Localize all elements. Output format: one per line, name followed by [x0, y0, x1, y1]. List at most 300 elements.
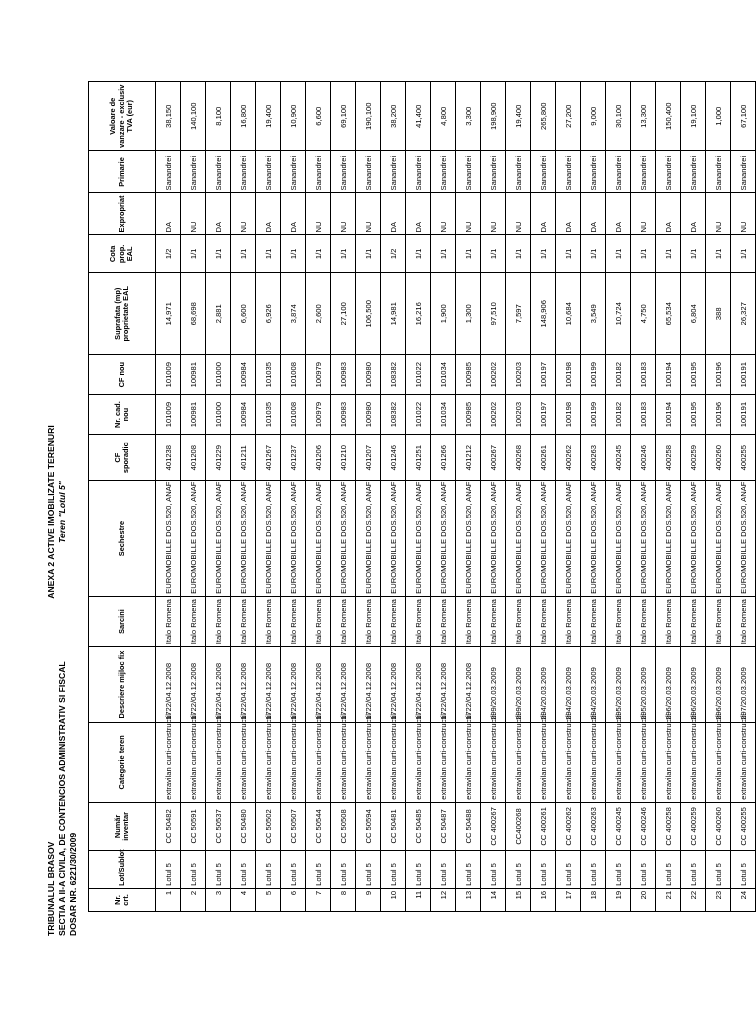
table-row	[731, 82, 756, 912]
cell-suprafata: 6,804	[681, 273, 706, 355]
cell-nr-crt: 9	[356, 888, 381, 911]
table-row	[481, 82, 506, 912]
cell-nr-cad: 100979	[306, 395, 331, 435]
cell-inventar: CC 50487	[431, 802, 456, 850]
table-row	[706, 82, 731, 912]
table-row	[281, 82, 306, 912]
cell-sechestre: EUROMOBILLE DOS.520, ANAF	[606, 481, 631, 597]
cell-categorie: extravilan curti-constructii	[531, 722, 556, 802]
cell-cf-nou: 100980	[356, 355, 381, 395]
cell-suprafata: 3,874	[281, 273, 306, 355]
cell-nr-crt: 13	[456, 888, 481, 911]
cell-cf-sporadic: 401237	[281, 435, 306, 481]
cell-cf-nou: 100195	[681, 355, 706, 395]
cell-nr-crt: 12	[431, 888, 456, 911]
cell-cf-sporadic: 400260	[706, 435, 731, 481]
header-col-nr-crt: Nr. crt.	[89, 888, 156, 911]
cell-cf-nou: 100202	[481, 355, 506, 395]
cell-expropriat: DA	[531, 193, 556, 235]
cell-categorie: extravilan curti-constructii	[656, 722, 681, 802]
cell-suprafata: 26,327	[731, 273, 756, 355]
cell-primarie: Sanandrei	[681, 151, 706, 193]
cell-descriere: 1722/04.12.2008	[356, 647, 381, 723]
cell-valoare: 19,400	[256, 82, 281, 151]
court-name: TRIBUNALUL BRASOV	[46, 841, 56, 936]
cell-sarcini: Italo Romena	[556, 596, 581, 646]
cell-lot: Lotul 5	[356, 851, 381, 889]
cell-suprafata: 106,500	[356, 273, 381, 355]
cell-cf-sporadic: 400255	[731, 435, 756, 481]
cell-sarcini: Italo Romena	[281, 596, 306, 646]
cell-expropriat: DA	[256, 193, 281, 235]
table-row	[506, 82, 531, 912]
cell-lot: Lotul 5	[606, 851, 631, 889]
cell-sarcini: Italo Romena	[356, 596, 381, 646]
cell-cf-sporadic: 400261	[531, 435, 556, 481]
cell-descriere: 299/20.03.2009	[506, 647, 531, 723]
cell-primarie: Sanandrei	[231, 151, 256, 193]
table-row	[631, 82, 656, 912]
cell-cf-sporadic: 400259	[681, 435, 706, 481]
cell-sarcini: Italo Romena	[306, 596, 331, 646]
cell-sechestre: EUROMOBILLE DOS.520, ANAF	[231, 481, 256, 597]
cell-sarcini: Italo Romena	[431, 596, 456, 646]
cell-categorie: extravilan curti-constructii	[506, 722, 531, 802]
cell-inventar: CC 50488	[456, 802, 481, 850]
cell-cf-nou: 100196	[706, 355, 731, 395]
cell-cf-sporadic: 401208	[181, 435, 206, 481]
cell-categorie: extravilan curti-constructii	[456, 722, 481, 802]
cell-lot: Lotul 5	[281, 851, 306, 889]
cell-cota: 1/1	[231, 235, 256, 273]
cell-inventar: CC 50594	[356, 802, 381, 850]
cell-cf-nou: 100199	[581, 355, 606, 395]
cell-nr-cad: 100194	[656, 395, 681, 435]
cell-categorie: extravilan curti-constructii	[256, 722, 281, 802]
table-body	[156, 82, 756, 912]
cell-lot: Lotul 5	[381, 851, 406, 889]
cell-cf-sporadic: 401238	[156, 435, 181, 481]
cell-valoare: 69,100	[331, 82, 356, 151]
cell-descriere: 296/20.03.2009	[706, 647, 731, 723]
cell-valoare: 8,100	[206, 82, 231, 151]
cell-sechestre: EUROMOBILLE DOS.520, ANAF	[281, 481, 306, 597]
cell-descriere: 295/20.03.2009	[631, 647, 656, 723]
cell-suprafata: 2,881	[206, 273, 231, 355]
table-row	[156, 82, 181, 912]
cell-valoare: 27,200	[556, 82, 581, 151]
cell-categorie: extravilan curti-constructii	[706, 722, 731, 802]
cell-categorie: extravilan curti-constructii	[581, 722, 606, 802]
cell-expropriat: DA	[381, 193, 406, 235]
cell-cota: 1/1	[531, 235, 556, 273]
cell-sarcini: Italo Romena	[731, 596, 756, 646]
cell-sarcini: Italo Romena	[156, 596, 181, 646]
cell-nr-crt: 19	[606, 888, 631, 911]
cell-nr-crt: 5	[256, 888, 281, 911]
cell-suprafata: 4,750	[631, 273, 656, 355]
cell-primarie: Sanandrei	[431, 151, 456, 193]
cell-inventar: CC 50508	[331, 802, 356, 850]
cell-expropriat: DA	[581, 193, 606, 235]
cell-lot: Lotul 5	[556, 851, 581, 889]
cell-cota: 1/2	[381, 235, 406, 273]
cell-cf-nou: 100985	[456, 355, 481, 395]
cell-suprafata: 1,900	[431, 273, 456, 355]
table-row	[556, 82, 581, 912]
cell-cota: 1/1	[406, 235, 431, 273]
cell-expropriat: NU	[506, 193, 531, 235]
cell-lot: Lotul 5	[306, 851, 331, 889]
cell-cota: 1/1	[731, 235, 756, 273]
cell-nr-crt: 16	[531, 888, 556, 911]
cell-sechestre: EUROMOBILLE DOS.520, ANAF	[256, 481, 281, 597]
cell-cf-nou: 100981	[181, 355, 206, 395]
table-row	[531, 82, 556, 912]
cell-cf-nou: 100979	[306, 355, 331, 395]
cell-sarcini: Italo Romena	[606, 596, 631, 646]
cell-categorie: extravilan curti-constructii	[356, 722, 381, 802]
cell-primarie: Sanandrei	[406, 151, 431, 193]
cell-inventar: CC 400259	[681, 802, 706, 850]
cell-primarie: Sanandrei	[181, 151, 206, 193]
cell-suprafata: 97,510	[481, 273, 506, 355]
cell-descriere: 295/20.03.2009	[606, 647, 631, 723]
cell-sarcini: Italo Romena	[181, 596, 206, 646]
cell-sechestre: EUROMOBILLE DOS.520, ANAF	[181, 481, 206, 597]
cell-descriere: 294/20.03.2009	[531, 647, 556, 723]
cell-lot: Lotul 5	[406, 851, 431, 889]
cell-lot: Lotul 5	[231, 851, 256, 889]
cell-primarie: Sanandrei	[281, 151, 306, 193]
cell-descriere: 1722/04.12.2008	[281, 647, 306, 723]
cell-nr-cad: 101022	[406, 395, 431, 435]
cell-suprafata: 1,300	[456, 273, 481, 355]
cell-valoare: 198,900	[481, 82, 506, 151]
header-col-expropriat: Expropriat	[89, 193, 156, 235]
cell-descriere: 294/20.03.2009	[556, 647, 581, 723]
header-col-primarie: Primarie	[89, 151, 156, 193]
cell-cf-sporadic: 400262	[556, 435, 581, 481]
cell-suprafata: 16,216	[406, 273, 431, 355]
cell-valoare: 3,300	[456, 82, 481, 151]
cell-descriere: 1722/04.12.2008	[406, 647, 431, 723]
cell-cota: 1/1	[181, 235, 206, 273]
cell-cf-sporadic: 400263	[581, 435, 606, 481]
cell-expropriat: DA	[156, 193, 181, 235]
cell-categorie: extravilan curti-constructii	[331, 722, 356, 802]
cell-nr-cad: 100196	[706, 395, 731, 435]
cell-valoare: 19,100	[681, 82, 706, 151]
cell-suprafata: 68,698	[181, 273, 206, 355]
cell-inventar: CC 400261	[531, 802, 556, 850]
cell-suprafata: 27,100	[331, 273, 356, 355]
cell-sarcini: Italo Romena	[681, 596, 706, 646]
cell-valoare: 1,000	[706, 82, 731, 151]
cell-categorie: extravilan curti-constructii	[381, 722, 406, 802]
cell-cota: 1/1	[256, 235, 281, 273]
court-section: SECTIA A II-A CIVILA, DE CONTENCIOS ADMINISTRATIV SI FISCAL	[57, 661, 67, 936]
cell-categorie: extravilan curti-constructii	[406, 722, 431, 802]
cell-primarie: Sanandrei	[481, 151, 506, 193]
cell-cf-sporadic: 401251	[406, 435, 431, 481]
cell-nr-crt: 7	[306, 888, 331, 911]
cell-primarie: Sanandrei	[606, 151, 631, 193]
cell-lot: Lotul 5	[256, 851, 281, 889]
cell-descriere: 1722/04.12.2008	[306, 647, 331, 723]
table-row	[656, 82, 681, 912]
table-row	[306, 82, 331, 912]
cell-sechestre: EUROMOBILLE DOS.520, ANAF	[406, 481, 431, 597]
cell-expropriat: NU	[181, 193, 206, 235]
cell-primarie: Sanandrei	[256, 151, 281, 193]
cell-nr-crt: 1	[156, 888, 181, 911]
cell-cf-sporadic: 400267	[481, 435, 506, 481]
cell-sechestre: EUROMOBILLE DOS.520, ANAF	[431, 481, 456, 597]
cell-valoare: 140,100	[181, 82, 206, 151]
cell-expropriat: NU	[456, 193, 481, 235]
cell-lot: Lotul 5	[206, 851, 231, 889]
cell-descriere: 1722/04.12.2008	[206, 647, 231, 723]
cell-nr-crt: 23	[706, 888, 731, 911]
cell-cota: 1/2	[156, 235, 181, 273]
cell-categorie: extravilan curti-constructii	[481, 722, 506, 802]
cell-cf-sporadic: 401267	[256, 435, 281, 481]
header-col-nr-cad-nou: Nr. cad. nou	[89, 395, 156, 435]
cell-cf-nou: 101034	[431, 355, 456, 395]
cell-inventar: CC 50537	[206, 802, 231, 850]
case-number: DOSAR NR. 6221/30/2009	[68, 832, 78, 936]
cell-cf-nou: 108382	[381, 355, 406, 395]
cell-nr-crt: 15	[506, 888, 531, 911]
header-col-cota-prop: Cota prop. EAL	[89, 235, 156, 273]
cell-valoare: 16,800	[231, 82, 256, 151]
cell-categorie: extravilan curti-constructii	[206, 722, 231, 802]
cell-nr-cad: 100197	[531, 395, 556, 435]
cell-lot: Lotul 5	[481, 851, 506, 889]
cell-cf-sporadic: 401229	[206, 435, 231, 481]
cell-cota: 1/1	[556, 235, 581, 273]
table-row	[681, 82, 706, 912]
cell-suprafata: 388	[706, 273, 731, 355]
cell-nr-cad: 100195	[681, 395, 706, 435]
cell-primarie: Sanandrei	[706, 151, 731, 193]
cell-inventar: CC 50544	[306, 802, 331, 850]
cell-cf-nou: 100194	[656, 355, 681, 395]
cell-cota: 1/1	[331, 235, 356, 273]
cell-suprafata: 2,600	[306, 273, 331, 355]
cell-primarie: Sanandrei	[381, 151, 406, 193]
cell-descriere: 1722/04.12.2008	[231, 647, 256, 723]
cell-suprafata: 7,597	[506, 273, 531, 355]
cell-categorie: extravilan curti-constructii	[631, 722, 656, 802]
table-row	[381, 82, 406, 912]
cell-inventar: CC 50502	[256, 802, 281, 850]
cell-nr-cad: 101000	[206, 395, 231, 435]
header-col-sarcini: Sarcini	[89, 596, 156, 646]
cell-sechestre: EUROMOBILLE DOS.520, ANAF	[206, 481, 231, 597]
cell-sechestre: EUROMOBILLE DOS.520, ANAF	[306, 481, 331, 597]
header-col-cf-nou: CF nou	[89, 355, 156, 395]
cell-categorie: extravilan curti-constructii	[681, 722, 706, 802]
land-assets-table	[88, 81, 756, 912]
header-col-categorie-teren: Categorie teren	[89, 722, 156, 802]
cell-sechestre: EUROMOBILLE DOS.520, ANAF	[556, 481, 581, 597]
cell-primarie: Sanandrei	[631, 151, 656, 193]
cell-cf-nou: 101000	[206, 355, 231, 395]
cell-inventar: CC 400258	[656, 802, 681, 850]
cell-suprafata: 6,600	[231, 273, 256, 355]
cell-cf-sporadic: 401206	[306, 435, 331, 481]
cell-descriere: 296/20.03.2009	[681, 647, 706, 723]
cell-categorie: extravilan curti-constructii	[556, 722, 581, 802]
cell-cf-sporadic: 400246	[631, 435, 656, 481]
cell-cf-sporadic: 400245	[606, 435, 631, 481]
cell-nr-crt: 22	[681, 888, 706, 911]
cell-lot: Lotul 5	[431, 851, 456, 889]
cell-primarie: Sanandrei	[556, 151, 581, 193]
cell-lot: Lotul 5	[181, 851, 206, 889]
cell-inventar: CC 400262	[556, 802, 581, 850]
cell-valoare: 67,100	[731, 82, 756, 151]
cell-suprafata: 6,926	[256, 273, 281, 355]
cell-sechestre: EUROMOBILLE DOS.520, ANAF	[531, 481, 556, 597]
cell-sarcini: Italo Romena	[206, 596, 231, 646]
cell-inventar: CC400268	[506, 802, 531, 850]
cell-inventar: CC 50481	[381, 802, 406, 850]
cell-valoare: 6,600	[306, 82, 331, 151]
cell-nr-crt: 6	[281, 888, 306, 911]
cell-cf-sporadic: 401211	[231, 435, 256, 481]
cell-cota: 1/1	[306, 235, 331, 273]
cell-expropriat: NU	[731, 193, 756, 235]
cell-sarcini: Italo Romena	[531, 596, 556, 646]
cell-nr-cad: 100202	[481, 395, 506, 435]
cell-suprafata: 10,724	[606, 273, 631, 355]
header-col-descriere-mijloc-fix: Descriere mijloc fix	[89, 647, 156, 723]
cell-primarie: Sanandrei	[156, 151, 181, 193]
cell-nr-crt: 11	[406, 888, 431, 911]
cell-sechestre: EUROMOBILLE DOS.520, ANAF	[681, 481, 706, 597]
cell-cota: 1/1	[631, 235, 656, 273]
cell-cota: 1/1	[506, 235, 531, 273]
cell-nr-cad: 100182	[606, 395, 631, 435]
cell-nr-cad: 100985	[456, 395, 481, 435]
cell-sarcini: Italo Romena	[231, 596, 256, 646]
cell-cota: 1/1	[431, 235, 456, 273]
table-header-row	[89, 82, 156, 912]
cell-primarie: Sanandrei	[356, 151, 381, 193]
cell-expropriat: NU	[431, 193, 456, 235]
cell-descriere: 1722/04.12.2008	[456, 647, 481, 723]
cell-expropriat: DA	[556, 193, 581, 235]
table-row	[256, 82, 281, 912]
cell-primarie: Sanandrei	[531, 151, 556, 193]
annex-title: ANEXA 2 ACTIVE IMOBILIZATE TERENURI	[46, 425, 56, 599]
cell-cf-sporadic: 401266	[431, 435, 456, 481]
cell-cf-nou: 100198	[556, 355, 581, 395]
cell-nr-crt: 14	[481, 888, 506, 911]
cell-sarcini: Italo Romena	[456, 596, 481, 646]
cell-nr-crt: 20	[631, 888, 656, 911]
table-row	[331, 82, 356, 912]
cell-valoare: 4,800	[431, 82, 456, 151]
cell-cf-nou: 101009	[156, 355, 181, 395]
cell-primarie: Sanandrei	[331, 151, 356, 193]
cell-expropriat: DA	[681, 193, 706, 235]
cell-lot: Lotul 5	[531, 851, 556, 889]
cell-expropriat: DA	[606, 193, 631, 235]
cell-sechestre: EUROMOBILLE DOS.520, ANAF	[731, 481, 756, 597]
cell-sechestre: EUROMOBILLE DOS.520, ANAF	[656, 481, 681, 597]
cell-valoare: 150,400	[656, 82, 681, 151]
cell-cf-nou: 100203	[506, 355, 531, 395]
cell-sechestre: EUROMOBILLE DOS.520, ANAF	[581, 481, 606, 597]
cell-categorie: extravilan curti-constructii	[606, 722, 631, 802]
cell-cota: 1/1	[706, 235, 731, 273]
table-row	[606, 82, 631, 912]
cell-inventar: CC 400263	[581, 802, 606, 850]
cell-expropriat: DA	[281, 193, 306, 235]
cell-primarie: Sanandrei	[656, 151, 681, 193]
cell-cota: 1/1	[281, 235, 306, 273]
cell-nr-cad: 100198	[556, 395, 581, 435]
cell-inventar: CC 50507	[281, 802, 306, 850]
cell-inventar: CC 50482	[156, 802, 181, 850]
header-col-sechestre: Sechestre	[89, 481, 156, 597]
header-col-numar-inventar: Număr inventar	[89, 802, 156, 850]
cell-nr-cad: 100980	[356, 395, 381, 435]
cell-sarcini: Italo Romena	[406, 596, 431, 646]
cell-cf-sporadic: 400268	[506, 435, 531, 481]
cell-sarcini: Italo Romena	[256, 596, 281, 646]
cell-descriere: 296/20.03.2009	[656, 647, 681, 723]
header-col-valoare-vanzare: Valoare de vanzare - exclusiv TVA (eur)	[89, 82, 156, 151]
cell-sechestre: EUROMOBILLE DOS.520, ANAF	[156, 481, 181, 597]
cell-sarcini: Italo Romena	[506, 596, 531, 646]
cell-valoare: 41,400	[406, 82, 431, 151]
cell-sechestre: EUROMOBILLE DOS.520, ANAF	[381, 481, 406, 597]
cell-lot: Lotul 5	[731, 851, 756, 889]
cell-descriere: 297/20.03.2009	[731, 647, 756, 723]
cell-nr-crt: 3	[206, 888, 231, 911]
cell-descriere: 1722/04.12.2008	[156, 647, 181, 723]
cell-sarcini: Italo Romena	[631, 596, 656, 646]
cell-cf-sporadic: 401212	[456, 435, 481, 481]
cell-cf-nou: 100191	[731, 355, 756, 395]
table-row	[181, 82, 206, 912]
cell-descriere: 299/20.03.2009	[481, 647, 506, 723]
cell-nr-cad: 101008	[281, 395, 306, 435]
cell-valoare: 19,400	[506, 82, 531, 151]
cell-lot: Lotul 5	[156, 851, 181, 889]
cell-sechestre: EUROMOBILLE DOS.520, ANAF	[631, 481, 656, 597]
table-row	[456, 82, 481, 912]
cell-sechestre: EUROMOBILLE DOS.520, ANAF	[481, 481, 506, 597]
cell-nr-crt: 18	[581, 888, 606, 911]
cell-suprafata: 3,549	[581, 273, 606, 355]
cell-nr-cad: 100199	[581, 395, 606, 435]
cell-nr-crt: 4	[231, 888, 256, 911]
cell-expropriat: DA	[406, 193, 431, 235]
header-col-suprafata: Suprafata (mp) proprietate EAL	[89, 273, 156, 355]
cell-inventar: CC 50485	[406, 802, 431, 850]
cell-cota: 1/1	[606, 235, 631, 273]
cell-lot: Lotul 5	[706, 851, 731, 889]
cell-descriere: 1722/04.12.2008	[181, 647, 206, 723]
cell-inventar: CC 50591	[181, 802, 206, 850]
cell-descriere: 294/20.03.2009	[581, 647, 606, 723]
